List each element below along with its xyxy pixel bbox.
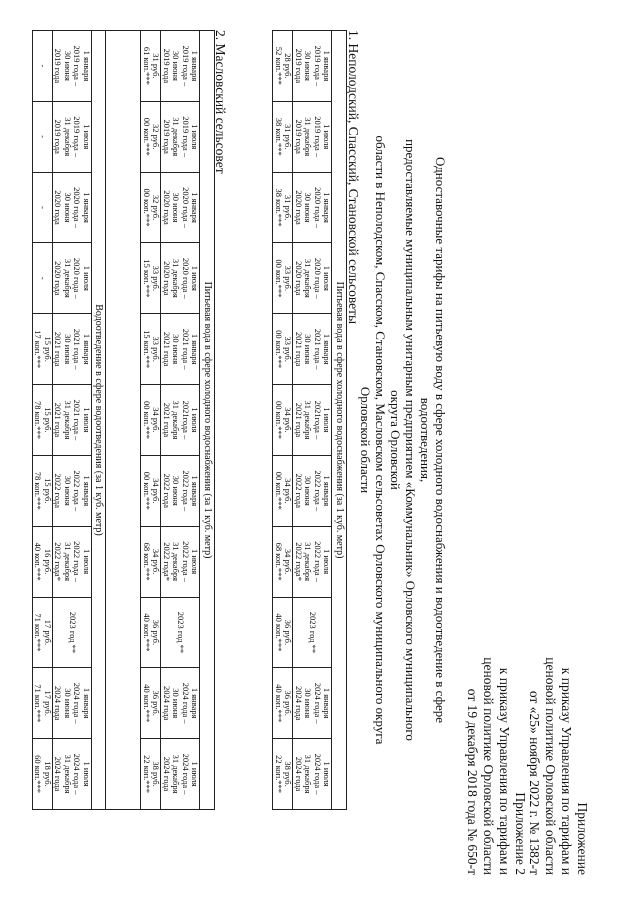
tariff-value-cell — [141, 31, 161, 102]
period-line: 2024 года – — [313, 753, 323, 795]
period-line: 2020 года — [294, 190, 304, 225]
period-line: 31 декабря — [171, 400, 182, 440]
tariff-value-line: 40 коп.*** — [33, 542, 44, 581]
tariff-value-cell — [141, 101, 161, 172]
period-line: 1 января — [82, 50, 92, 82]
appendix-1-block — [526, 657, 590, 875]
tariff-value-cell — [33, 101, 53, 172]
empty-cell — [106, 31, 141, 810]
tariff-value-line: 22 коп.*** — [142, 755, 152, 794]
tariff-value-cell — [33, 668, 53, 739]
tariff-value-line: 17 коп.*** — [33, 330, 44, 369]
tariff-value-line: 00 коп.*** — [142, 188, 152, 227]
tariff-value-line: 34 руб. — [283, 548, 294, 575]
period-line: 30 июня — [63, 334, 73, 365]
tariff-value-line: 31 руб. — [283, 124, 294, 150]
period-line: 31 декабря — [171, 117, 182, 157]
period-line: 2019 года – — [313, 116, 323, 158]
tariff-value-line: 68 коп.*** — [274, 542, 284, 581]
period-line: 2019 года – — [313, 45, 323, 87]
period-line: 1 января — [82, 687, 92, 719]
tariff-table-section-2 — [32, 30, 215, 810]
period-cell — [53, 455, 92, 526]
period-line: 2024 года — [53, 756, 64, 792]
tariff-value-cell — [273, 597, 293, 668]
period-line: 31 декабря — [171, 258, 182, 298]
period-cell — [53, 101, 92, 172]
period-cell — [293, 526, 332, 597]
period-line: 2019 года — [53, 119, 64, 154]
tariff-value-line: 34 руб. — [151, 548, 162, 575]
period-line: 2024 года — [162, 756, 172, 792]
period-line: 2024 года – — [181, 682, 191, 724]
tariff-value-cell — [273, 101, 293, 172]
tariff-value-cell — [141, 385, 161, 456]
tariff-value-line: 00 коп.*** — [142, 400, 152, 439]
period-line: 1 января — [322, 475, 333, 507]
period-line: 2024 года — [162, 685, 172, 721]
period-cell — [161, 101, 200, 172]
period-line: 1 января — [82, 333, 92, 365]
period-row — [293, 31, 332, 810]
period-cell — [161, 172, 200, 243]
period-line: 1 июля — [322, 265, 333, 291]
tariff-value-cell — [273, 243, 293, 314]
period-line: 2023 год ** — [308, 611, 319, 654]
period-line: 2022 года* — [162, 542, 172, 581]
period-line: 30 июня — [171, 475, 182, 506]
period-line: 2020 года — [53, 261, 64, 296]
period-line: 31 декабря — [303, 542, 314, 582]
tariff-value-cell — [273, 385, 293, 456]
period-cell — [53, 314, 92, 385]
spacer-row — [106, 31, 141, 810]
period-line: 2019 года — [162, 48, 172, 84]
period-line: 30 июня — [171, 334, 182, 365]
period-line: 2020 года – — [313, 187, 323, 228]
tariff-value-cell — [141, 739, 161, 810]
period-cell — [53, 526, 92, 597]
tariff-value-line: 40 коп.*** — [274, 613, 284, 652]
tariff-value-line: 38 коп.*** — [274, 188, 284, 227]
period-line: 2019 года — [294, 48, 304, 84]
period-line: 30 июня — [171, 192, 182, 223]
period-cell — [53, 31, 92, 102]
tariff-value-line: 00 коп.*** — [274, 471, 284, 510]
tariff-value-cell — [33, 314, 53, 385]
period-line: 2021 года — [162, 331, 172, 367]
period-line: 2023 год ** — [176, 611, 187, 654]
period-line: 31 декабря — [171, 754, 182, 794]
period-line: 1 июля — [322, 124, 333, 150]
period-line: 2020 года – — [72, 257, 83, 299]
tariff-value-cell — [273, 526, 293, 597]
period-line: 2021 года – — [181, 328, 191, 370]
period-line: 1 января — [322, 687, 333, 719]
tariff-value-line: 38 коп.*** — [274, 117, 284, 156]
period-cell — [53, 385, 92, 456]
tariff-value-line: 00 коп.*** — [142, 471, 152, 510]
period-cell — [293, 668, 332, 739]
tariff-value-cell — [141, 597, 161, 668]
period-line: 2019 года – — [181, 116, 191, 158]
period-line: 1 января — [190, 687, 201, 719]
period-line: 1 июля — [190, 548, 201, 575]
period-line: 2022 года — [53, 473, 64, 509]
period-cell — [161, 243, 200, 314]
tariff-value-line: 15 руб. — [43, 407, 53, 433]
tariff-value-line: 31 руб. — [151, 53, 162, 79]
tariff-value-line: 71 коп.*** — [33, 613, 44, 652]
period-line: 1 июля — [82, 407, 92, 433]
period-line: 1 июля — [82, 124, 92, 150]
tariff-value-line: 33 руб. — [283, 265, 294, 292]
tariff-value-line: - — [38, 206, 49, 209]
period-line: 2021 года — [294, 331, 304, 367]
tariff-value-line: 15 коп.*** — [142, 330, 152, 369]
period-line: 2024 года – — [313, 682, 323, 724]
tariff-value-line: 15 коп.*** — [142, 259, 152, 298]
period-cell — [293, 385, 332, 456]
period-line: 2024 года — [294, 756, 304, 792]
tariff-value-line: 60 коп.*** — [33, 755, 44, 794]
period-line: 1 июля — [190, 265, 201, 291]
tariff-value-cell — [33, 31, 53, 102]
period-cell — [161, 739, 200, 810]
appendix-line: от 19 декабря 2018 года № 650-т — [465, 688, 480, 875]
document-title — [358, 130, 448, 750]
caption-row — [92, 31, 107, 810]
tariff-value-cell — [33, 385, 53, 456]
tariff-value-line: 68 коп.*** — [142, 542, 152, 581]
period-line: 2019 года – — [181, 45, 191, 87]
period-line: 30 июня — [63, 192, 73, 223]
period-line: 30 июня — [171, 688, 182, 719]
period-line: 30 июня — [63, 50, 73, 81]
tariff-value-line: 40 коп.*** — [142, 684, 152, 723]
title-line: Орловской области — [358, 386, 373, 494]
period-cell — [293, 101, 332, 172]
tariff-value-line: 36 руб. — [151, 690, 162, 716]
period-line: 2024 года – — [72, 753, 83, 795]
value-row — [273, 31, 293, 810]
tariff-value-cell — [273, 455, 293, 526]
tariff-value-cell — [141, 668, 161, 739]
appendix-2-block — [464, 657, 528, 875]
tariff-value-cell — [273, 31, 293, 102]
tariff-value-line: 52 коп.*** — [274, 46, 284, 85]
appendix-line: к приказу Управления по тарифам и — [497, 667, 512, 875]
period-line: 2020 года – — [181, 187, 191, 228]
period-cell — [293, 243, 332, 314]
tariff-value-line: 33 руб. — [151, 336, 162, 362]
tariff-value-line: 61 коп.*** — [142, 46, 152, 85]
tariff-value-line: 38 руб. — [283, 761, 294, 787]
tariff-value-line: 16 руб. — [43, 548, 53, 575]
period-line: 30 июня — [303, 50, 314, 81]
period-line: 2022 года – — [313, 470, 323, 512]
appendix-line: ценовой политике Орловской области — [481, 657, 496, 875]
tariff-value-cell — [33, 172, 53, 243]
caption-row — [332, 31, 347, 810]
period-line: 2019 года – — [72, 45, 83, 87]
value-row — [33, 31, 53, 810]
period-line: 1 января — [190, 50, 201, 82]
period-cell — [53, 172, 92, 243]
tariff-value-cell — [273, 668, 293, 739]
tariff-value-cell — [33, 739, 53, 810]
period-cell — [53, 668, 92, 739]
period-line: 1 июля — [82, 548, 92, 575]
tariff-value-line: 31 руб. — [283, 194, 294, 221]
tariff-value-line: 34 руб. — [151, 478, 162, 504]
period-line: 2021 года – — [72, 328, 83, 370]
period-cell — [161, 668, 200, 739]
period-cell — [53, 739, 92, 810]
period-row — [161, 31, 200, 810]
period-line: 1 января — [82, 475, 92, 507]
period-line: 2021 года – — [72, 399, 83, 441]
tariff-value-line: 34 руб. — [283, 407, 294, 433]
period-line: 2022 года — [162, 473, 172, 509]
period-line: 1 января — [190, 475, 201, 507]
period-line: 2022 года – — [72, 470, 83, 512]
period-line: 2021года – — [313, 400, 323, 440]
period-line: 1 июля — [190, 407, 201, 433]
period-cell — [161, 526, 200, 597]
period-line: 30 июня — [303, 688, 314, 719]
tariff-value-line: 00 коп.*** — [274, 259, 284, 298]
period-line: 1 июля — [322, 407, 333, 433]
appendix-line: Приложение — [575, 802, 590, 875]
period-line: 2021 года — [162, 402, 172, 438]
period-line: 2020 года — [53, 190, 64, 225]
tariff-value-line: 40 коп.*** — [142, 613, 152, 652]
tariff-value-cell — [273, 314, 293, 385]
tariff-value-line: 78 коп.*** — [33, 400, 44, 439]
tariff-value-line: - — [38, 276, 49, 280]
tariff-value-line: - — [38, 135, 49, 139]
tariff-value-line: 17 руб. — [43, 690, 53, 716]
appendix-line: ценовой политике Орловской области — [543, 657, 558, 875]
period-cell — [293, 739, 332, 810]
period-line: 30 июня — [63, 688, 73, 719]
table-caption: Водоотведение в сфере водоотведения (за 1 куб. метр) — [92, 31, 107, 810]
period-line: 2024 года — [294, 685, 304, 721]
period-line: 1 января — [82, 192, 92, 223]
table-caption: Питьевая вода в сфере холодного водоснабжения (за 1 куб. метр) — [332, 31, 347, 810]
value-row — [141, 31, 161, 810]
period-line: 2022 года* — [53, 542, 64, 581]
tariff-value-line: 71 коп.*** — [33, 684, 44, 723]
tariff-value-line: 17 руб. — [43, 619, 53, 646]
tariff-value-line: 34 руб. — [151, 407, 162, 433]
section-2-heading: 2. Масловский сельсовет — [213, 30, 228, 174]
period-cell — [293, 172, 332, 243]
tariff-value-line: 18 руб. — [43, 761, 53, 787]
period-line: 1 июля — [322, 761, 333, 787]
tariff-value-line: 28 руб. — [283, 53, 294, 79]
period-line: 2020 года – — [72, 187, 83, 228]
tariff-value-line: 38 руб. — [151, 761, 162, 787]
period-cell — [293, 31, 332, 102]
tariff-value-line: 15 руб. — [43, 478, 53, 504]
period-line: 31 декабря — [63, 117, 73, 157]
tariff-value-line: 40 коп.*** — [274, 684, 284, 723]
appendix-line: Приложение 2 — [513, 792, 528, 875]
period-line: 2020 года — [294, 261, 304, 296]
tariff-value-cell — [273, 172, 293, 243]
period-line: 2022 года — [294, 473, 304, 509]
tariff-value-line: 22 коп.*** — [274, 755, 284, 794]
period-line: 31 декабря — [63, 542, 73, 582]
tariff-value-line: 00 коп.*** — [274, 330, 284, 369]
period-line: 2022 года – — [181, 470, 191, 512]
period-line: 2020 года — [162, 261, 172, 296]
caption-row — [200, 31, 215, 810]
appendix-line: от «25» ноября 2022 г. № 1382-т — [527, 690, 542, 875]
period-line: 2023 год ** — [67, 611, 78, 654]
period-line: 2020 года — [162, 190, 172, 225]
period-cell — [53, 243, 92, 314]
period-line: 31 декабря — [63, 754, 73, 794]
period-cell — [161, 314, 200, 385]
period-line: 31 декабря — [63, 400, 73, 440]
period-line: 31 декабря — [303, 258, 314, 298]
period-line: 1 января — [190, 333, 201, 365]
period-line: 1 января — [322, 333, 333, 365]
tariff-value-line: 78 коп.*** — [33, 471, 44, 510]
tariff-value-cell — [273, 739, 293, 810]
period-line: 31 декабря — [63, 258, 73, 298]
tariff-value-line: - — [38, 64, 49, 68]
period-line: 1 января — [322, 192, 333, 223]
period-row — [53, 31, 92, 810]
period-line: 30 июня — [171, 50, 182, 81]
period-line: 2022 года* — [294, 542, 304, 581]
period-line: 31 декабря — [303, 754, 314, 794]
period-cell — [53, 597, 92, 668]
period-line: 1 июля — [190, 124, 201, 150]
period-line: 1 июля — [190, 761, 201, 787]
period-line: 1 января — [322, 50, 333, 82]
period-cell — [161, 455, 200, 526]
period-line: 2020 года – — [181, 257, 191, 299]
period-cell — [161, 31, 200, 102]
period-cell — [293, 455, 332, 526]
period-cell — [161, 597, 200, 668]
tariff-value-line: 32 руб. — [151, 124, 162, 150]
period-line: 2021 года — [294, 402, 304, 438]
period-line: 2019 года — [53, 48, 64, 84]
tariff-value-line: 00 коп.*** — [142, 117, 152, 156]
period-line: 2021 года — [53, 331, 64, 367]
title-line: предоставляемые муниципальным унитарным предприятием «Коммунальник» Орловского муниципального округа Орловской — [388, 139, 418, 741]
table-caption: Питьевая вода в сфере холодного водоснабжения (за 1 куб. метр) — [200, 31, 215, 810]
period-line: 30 июня — [63, 475, 73, 506]
period-line: 30 июня — [303, 475, 314, 506]
period-line: 2019 года — [294, 119, 304, 154]
period-line: 2019 года — [162, 119, 172, 154]
tariff-value-cell — [141, 172, 161, 243]
period-cell — [293, 597, 332, 668]
period-line: 31 декабря — [303, 117, 314, 157]
tariff-value-cell — [33, 526, 53, 597]
period-line: 2022 года – — [72, 541, 83, 583]
tariff-value-cell — [141, 526, 161, 597]
period-line: 31 декабря — [171, 542, 182, 582]
tariff-value-line: 36 руб. — [151, 619, 162, 646]
tariff-value-line: 33 руб. — [151, 265, 162, 292]
tariff-value-line: 15 руб. — [43, 336, 53, 362]
tariff-value-line: 36 руб. — [283, 619, 294, 646]
period-line: 1 июля — [82, 761, 92, 787]
period-line: 1 июля — [322, 548, 333, 575]
tariff-value-line: 00 коп.*** — [274, 400, 284, 439]
tariff-table-section-1 — [273, 30, 348, 810]
period-line: 30 июня — [303, 334, 314, 365]
title-line: Одноставочные тарифы на питьевую воду в сфере холодного водоснабжения и водоотведение в сфере водоотведения, — [418, 156, 448, 724]
tariff-value-line: 32 руб. — [151, 194, 162, 221]
period-line: 2019 года – — [72, 116, 83, 158]
tariff-value-cell — [33, 455, 53, 526]
period-line: 30 июня — [303, 192, 314, 223]
tariff-value-cell — [141, 314, 161, 385]
tariff-value-cell — [33, 597, 53, 668]
period-cell — [293, 314, 332, 385]
period-line: 2024 года – — [72, 682, 83, 724]
tariff-value-cell — [141, 243, 161, 314]
title-line: области в Неполодском, Спасском, Становском, Масловском сельсоветах Орловского муниципального округа — [373, 135, 388, 745]
tariff-value-line: 36 руб. — [283, 690, 294, 716]
period-line: 2021года – — [181, 400, 191, 440]
section-1-heading: 1. Неполодский, Спасский, Становской сельсоветы — [346, 30, 361, 325]
period-line: 2022 года – — [181, 541, 191, 583]
period-line: 2024 года – — [181, 753, 191, 795]
period-line: 31 декабря — [303, 400, 314, 440]
period-line: 2020 года – — [313, 257, 323, 299]
appendix-line: к приказу Управления по тарифам и — [559, 667, 574, 875]
period-line: 1 июля — [82, 265, 92, 291]
tariff-value-line: 33 руб. — [283, 336, 294, 362]
period-line: 2021 года — [53, 402, 64, 438]
period-line: 2024 года — [53, 685, 64, 721]
tariff-value-cell — [33, 243, 53, 314]
period-line: 1 января — [190, 192, 201, 223]
period-line: 2021 года – — [313, 328, 323, 370]
tariff-value-cell — [141, 455, 161, 526]
period-line: 2022 года – — [313, 541, 323, 583]
period-cell — [161, 385, 200, 456]
tariff-value-line: 34 руб. — [283, 478, 294, 504]
